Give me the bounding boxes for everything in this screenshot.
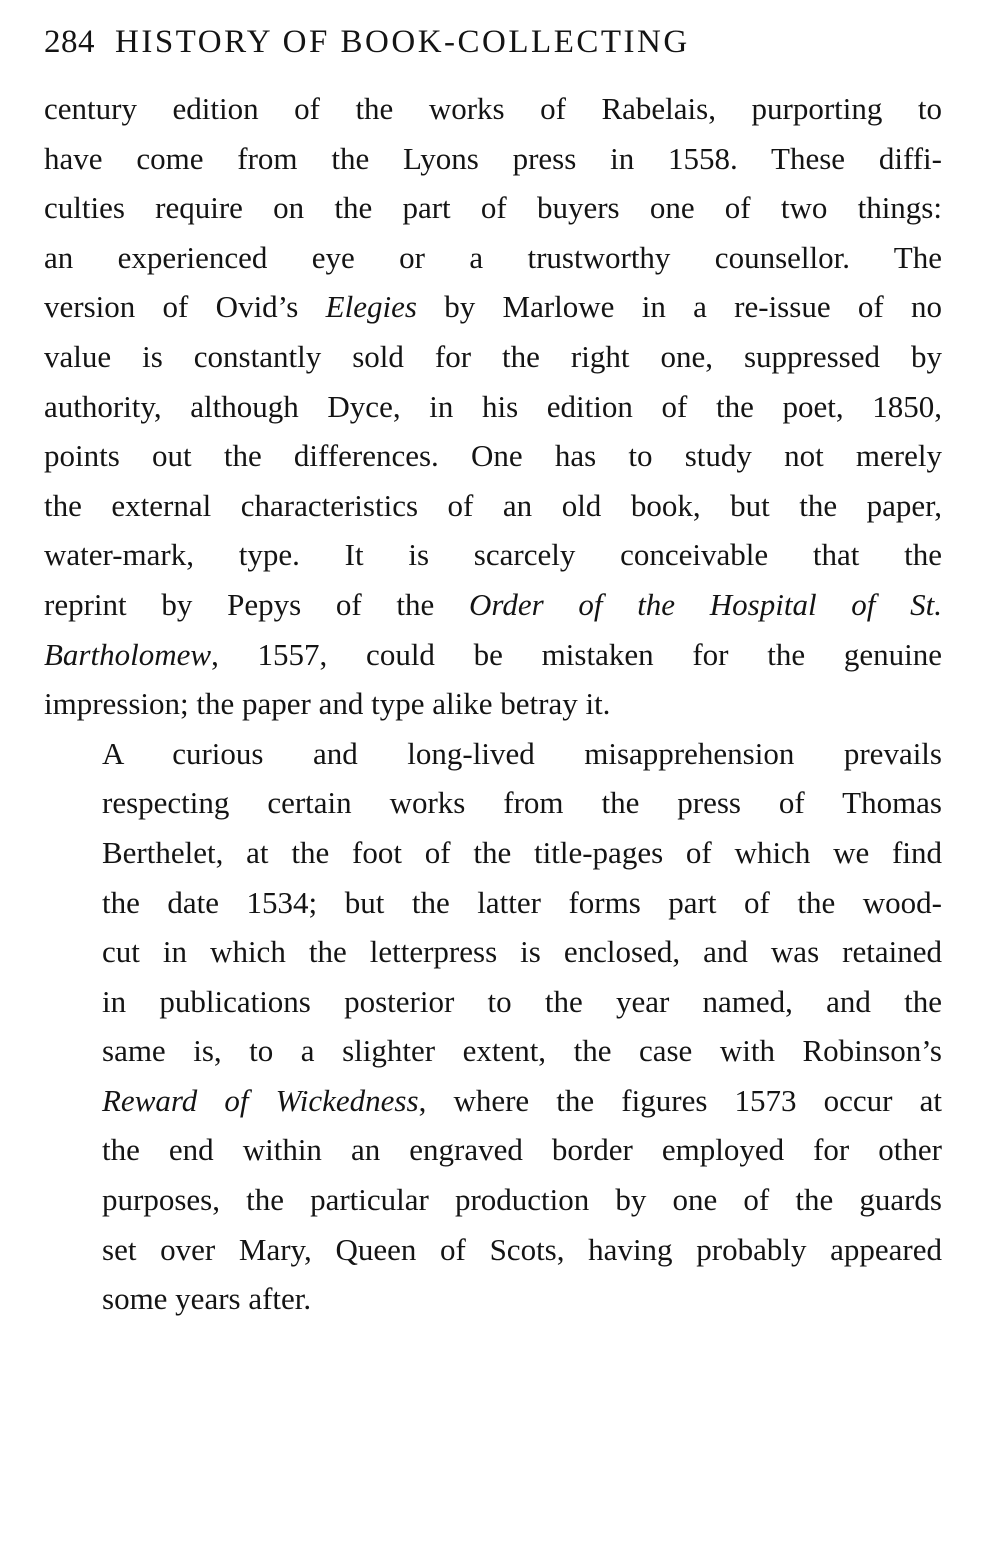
text-run: purposes, the particular production by one of the guards: [102, 1182, 942, 1218]
text-line: [44, 580, 942, 630]
text-run: , 1557, could be mistaken for the genuine: [211, 636, 942, 672]
page-number: 284: [44, 24, 95, 60]
italic-title: Reward of Wickedness: [102, 1082, 419, 1118]
text-line: [44, 481, 942, 531]
text-line: [44, 183, 942, 233]
text-run: some years after.: [102, 1281, 312, 1317]
text-line: [44, 1274, 942, 1324]
text-run: in publications posterior to the year named, and the: [102, 983, 942, 1019]
text-run: , where the figures 1573 occur at: [418, 1082, 942, 1118]
text-line: [44, 778, 942, 828]
text-run: by Marlowe in a re-issue of no: [416, 289, 942, 325]
text-line: [44, 1175, 942, 1225]
text-run: reprint by Pepys of the: [44, 586, 470, 622]
italic-title: Elegies: [325, 289, 417, 325]
text-line: [44, 530, 942, 580]
text-run: culties require on the part of buyers one of two things:: [44, 190, 942, 226]
running-head: [44, 18, 942, 66]
text-run: respecting certain works from the press of Thomas: [102, 785, 942, 821]
text-run: have come from the Lyons press in 1558. These diffi-: [44, 140, 942, 176]
text-run: set over Mary, Queen of Scots, having probably appeared: [102, 1231, 942, 1267]
text-line: [44, 382, 942, 432]
text-line: [44, 679, 942, 729]
text-line: [44, 878, 942, 928]
text-line: [44, 729, 942, 779]
text-line: [44, 282, 942, 332]
text-line: [44, 1125, 942, 1175]
text-line: [44, 1026, 942, 1076]
italic-title: Order of the Hospital of St.: [469, 586, 943, 622]
text-run: century edition of the works of Rabelais, purporting to: [44, 91, 942, 126]
text-run: points out the differences. One has to study not merely: [44, 438, 942, 474]
book-page: [44, 18, 942, 1324]
text-line: [44, 1225, 942, 1275]
text-run: the date 1534; but the latter forms part of the wood-: [102, 884, 942, 920]
text-line: [44, 84, 942, 134]
text-run: impression; the paper and type alike betray it.: [44, 686, 611, 722]
text-run: cut in which the letterpress is enclosed, and was retained: [102, 934, 942, 970]
text-line: [44, 233, 942, 283]
text-line: [44, 134, 942, 184]
text-run: value is constantly sold for the right one, suppressed by: [44, 338, 942, 374]
text-run: version of Ovid’s: [44, 289, 326, 325]
text-run: A curious and long-lived misapprehension prevails: [102, 735, 942, 771]
text-line: [44, 630, 942, 680]
text-line: [44, 977, 942, 1027]
text-run: the external characteristics of an old book, but the paper,: [44, 487, 942, 523]
text-run: the end within an engraved border employed for other: [102, 1132, 942, 1168]
text-run: same is, to a slighter extent, the case with Robinson’s: [102, 1033, 942, 1069]
text-line: [44, 927, 942, 977]
text-line: [44, 332, 942, 382]
text-run: an experienced eye or a trustworthy counsellor. The: [44, 239, 942, 275]
text-line: [44, 828, 942, 878]
text-run: water-mark, type. It is scarcely conceivable that the: [44, 537, 942, 573]
body-text: [44, 84, 942, 1324]
paragraph: [44, 84, 942, 729]
italic-title: Bartholomew: [44, 636, 212, 672]
text-line: [44, 1076, 942, 1126]
paragraph: [44, 729, 942, 1324]
text-run: Berthelet, at the foot of the title-pages of which we find: [102, 834, 942, 870]
running-title: HISTORY OF BOOK-COLLECTING: [115, 24, 690, 60]
text-run: authority, although Dyce, in his edition of the poet, 1850,: [44, 388, 942, 424]
text-line: [44, 431, 942, 481]
